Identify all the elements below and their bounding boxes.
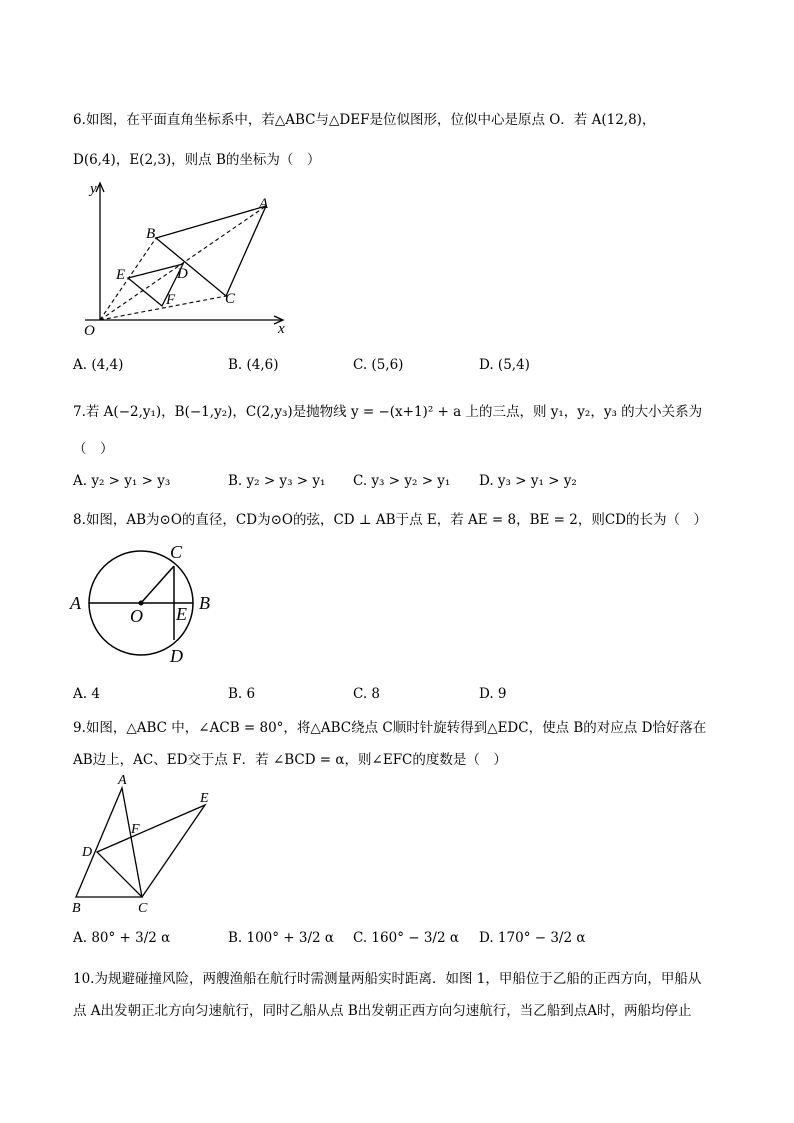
label-d: D [82, 845, 93, 860]
label-y: y [90, 181, 97, 197]
q9-stem-line2: AB边上，AC、ED交于点 F．若 ∠BCD = α，则∠EFC的度数是（ ） [73, 752, 507, 768]
label-e: E [176, 604, 187, 624]
label-b: B [146, 226, 156, 242]
q6-stem-line1: 6.如图，在平面直角坐标系中，若△ABC与△DEF是位似图形，位似中心是原点 O．若 A(12,8)， [73, 112, 656, 128]
q8-option-b[interactable]: B. 6 [228, 686, 256, 702]
label-a: A [70, 593, 81, 613]
q7-option-c[interactable]: C. y₃ > y₂ > y₁ [353, 473, 451, 489]
label-o: O [84, 323, 95, 339]
q6-option-b[interactable]: B. (4,6) [228, 357, 279, 373]
label-d: D [177, 266, 188, 282]
label-e: E [200, 791, 209, 806]
q7-option-d[interactable]: D. y₃ > y₁ > y₂ [479, 473, 577, 489]
label-c: C [138, 901, 148, 916]
label-d: D [170, 646, 183, 666]
q8-option-d[interactable]: D. 9 [479, 686, 507, 702]
q6-option-d[interactable]: D. (5,4) [479, 357, 530, 373]
q6-stem-line2: D(6,4)，E(2,3)，则点 B的坐标为（ ） [73, 152, 321, 168]
q9-figure [68, 770, 228, 920]
q8-stem-line1: 8.如图，AB为⊙O的直径，CD为⊙O的弦，CD ⊥ AB于点 E，若 AE = 8，BE = 2，则CD的长为（ ） [73, 512, 707, 528]
q7-stem-line2: （ ） [73, 441, 114, 457]
q10-stem-line2: 点 A出发朝正北方向匀速航行，同时乙船从点 B出发朝正西方向匀速航行，当乙船到点A时，两船均停止 [73, 1003, 692, 1019]
q6-option-a[interactable]: A. (4,4) [73, 357, 124, 373]
q8-option-c[interactable]: C. 8 [353, 686, 381, 702]
dash-ob [100, 238, 156, 320]
dash-oc [100, 296, 226, 320]
center-dot [139, 601, 144, 606]
label-e: E [116, 267, 126, 283]
label-c: C [225, 291, 236, 307]
label-f: F [131, 822, 140, 837]
q9-stem-line1: 9.如图，△ABC 中，∠ACB = 80°，将△ABC绕点 C顺时针旋转得到△EDC，使点 B的对应点 D恰好落在 [73, 720, 707, 736]
q9-option-b[interactable]: B. 100° + 3/2 α [228, 930, 335, 946]
label-c: C [170, 542, 183, 562]
label-o: O [130, 606, 143, 626]
label-f: F [166, 292, 176, 308]
radius-oc [141, 566, 174, 603]
q8-figure [68, 540, 228, 670]
q9-option-c[interactable]: C. 160° − 3/2 α [353, 930, 459, 946]
q8-option-a[interactable]: A. 4 [73, 686, 100, 702]
triangle-abc [76, 788, 142, 897]
q6-figure [70, 175, 300, 345]
triangle-abc [156, 206, 266, 296]
label-a: A [259, 196, 269, 212]
q6-option-c[interactable]: C. (5,6) [353, 357, 404, 373]
label-b: B [199, 593, 210, 613]
q9-option-d[interactable]: D. 170° − 3/2 α [479, 930, 586, 946]
triangle-edc [97, 805, 205, 897]
q10-stem-line1: 10.为规避碰撞风险，两艘渔船在航行时需测量两船实时距离．如图 1，甲船位于乙船的正西方向，甲船从 [73, 971, 702, 987]
q7-option-b[interactable]: B. y₂ > y₃ > y₁ [228, 473, 326, 489]
q7-option-a[interactable]: A. y₂ > y₁ > y₃ [73, 473, 171, 489]
q9-option-a[interactable]: A. 80° + 3/2 α [73, 930, 171, 946]
label-a: A [118, 773, 127, 788]
label-x: x [278, 321, 285, 337]
q7-stem-line1: 7.若 A(−2,y₁)，B(−1,y₂)，C(2,y₃)是抛物线 y = −(x+1)² + a 上的三点，则 y₁，y₂，y₃ 的大小关系为 [73, 404, 703, 420]
label-b: B [72, 901, 81, 916]
